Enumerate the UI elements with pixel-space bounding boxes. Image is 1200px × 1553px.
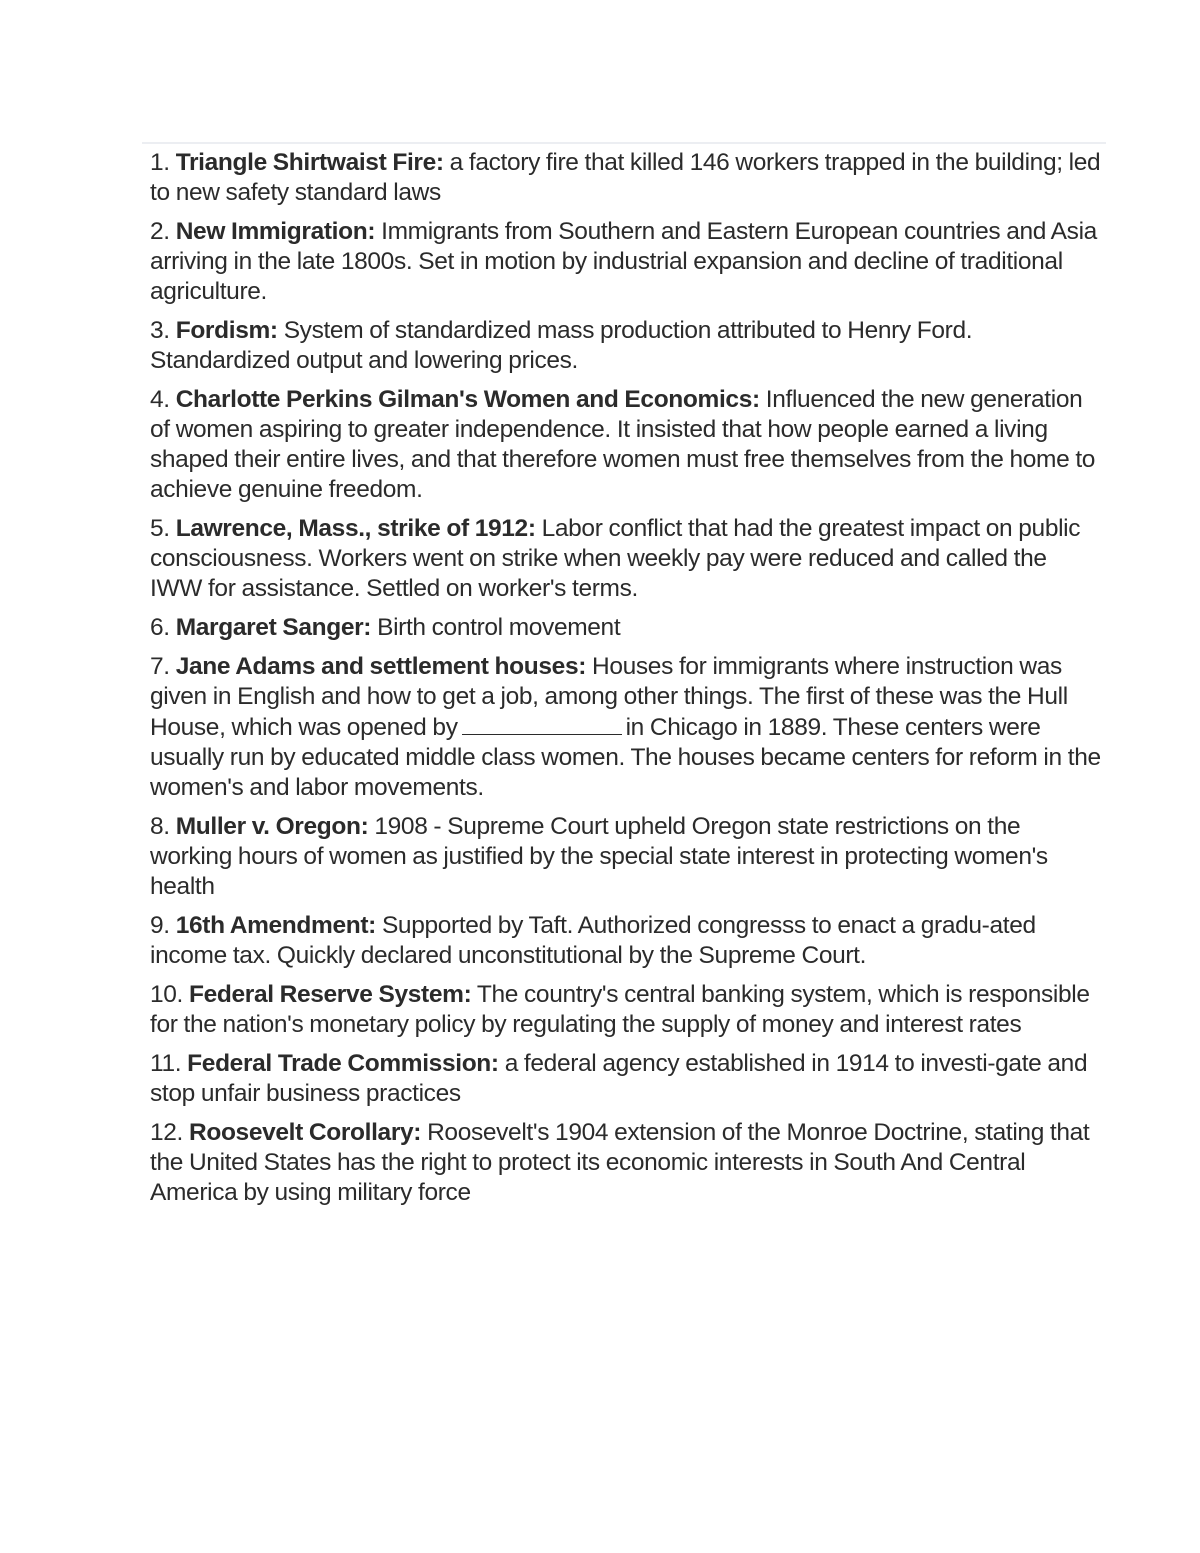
term-entry-11	[150, 1049, 1102, 1109]
entry-term: Triangle Shirtwaist Fire:	[175, 149, 444, 176]
entry-number: 3.	[150, 317, 170, 344]
entry-definition: Birth control movement	[377, 614, 621, 641]
entry-number: 11.	[150, 1050, 182, 1077]
fill-in-blank	[462, 712, 622, 735]
entry-term: 16th Amendment:	[175, 912, 376, 939]
entry-term: New Immigration:	[175, 218, 376, 245]
term-entry-8	[150, 812, 1102, 902]
term-list	[150, 148, 1102, 1217]
term-entry-6	[150, 613, 1102, 643]
entry-number: 12.	[150, 1119, 184, 1146]
entry-number: 5.	[150, 515, 170, 542]
entry-definition: a federal agency established in 1914 to investi-gate and stop unfair business practices	[150, 1050, 1088, 1107]
entry-number: 6.	[150, 614, 170, 641]
entry-definition: a factory fire that killed 146 workers trapped in the building; led to new safety standard laws	[150, 149, 1101, 206]
entry-number: 2.	[150, 218, 170, 245]
entry-definition: Roosevelt's 1904 extension of the Monroe Doctrine, stating that the United States has the right to protect its economic interests in South And Central America by using military force	[150, 1119, 1090, 1206]
term-entry-3	[150, 316, 1102, 376]
entry-term: Jane Adams and settlement houses:	[175, 653, 587, 680]
term-entry-12	[150, 1118, 1102, 1208]
term-entry-10	[150, 980, 1102, 1040]
entry-definition: Supported by Taft. Authorized congresss to enact a gradu-ated income tax. Quickly declared unconstitutional by the Supreme Court.	[150, 912, 1036, 969]
entry-definition: Houses for immigrants where instruction was given in English and how to get a job, among other things. The first of these was the Hull House, which was opened by	[150, 653, 1068, 741]
term-entry-5	[150, 514, 1102, 604]
entry-definition: The country's central banking system, which is responsible for the nation's monetary policy by regulating the supply of money and interest rates	[150, 981, 1090, 1038]
entry-definition: System of standardized mass production attributed to Henry Ford. Standardized output and lowering prices.	[150, 317, 973, 374]
entry-number: 9.	[150, 912, 170, 939]
top-divider	[142, 142, 1106, 144]
entry-term: Muller v. Oregon:	[175, 813, 369, 840]
term-entry-9	[150, 911, 1102, 971]
entry-term: Margaret Sanger:	[175, 614, 372, 641]
entry-term: Charlotte Perkins Gilman's Women and Economics:	[175, 386, 760, 413]
entry-term: Federal Reserve System:	[188, 981, 472, 1008]
entry-number: 1.	[150, 149, 170, 176]
term-entry-7	[150, 652, 1102, 803]
entry-definition: Immigrants from Southern and Eastern European countries and Asia arriving in the late 1800s. Set in motion by industrial expansion and decline of traditional agriculture.	[150, 218, 1097, 305]
entry-number: 7.	[150, 653, 170, 680]
entry-definition: Influenced the new generation of women aspiring to greater independence. It insisted that how people earned a living shaped their entire lives, and that therefore women must free themselves from the home to achieve genuine freedom.	[150, 386, 1096, 503]
entry-term: Lawrence, Mass., strike of 1912:	[175, 515, 536, 542]
entry-number: 10.	[150, 981, 184, 1008]
entry-term: Fordism:	[175, 317, 278, 344]
entry-number: 4.	[150, 386, 170, 413]
term-entry-1	[150, 148, 1102, 208]
entry-term: Roosevelt Corollary:	[188, 1119, 422, 1146]
entry-term: Federal Trade Commission:	[187, 1050, 499, 1077]
entry-definition: 1908 - Supreme Court upheld Oregon state restrictions on the working hours of women as justified by the special state interest in protecting women's health	[150, 813, 1048, 900]
term-entry-4	[150, 385, 1102, 505]
entry-definition: Labor conflict that had the greatest impact on public consciousness. Workers went on strike when weekly pay were reduced and called the IWW for assistance. Settled on worker's terms.	[150, 515, 1081, 602]
entry-number: 8.	[150, 813, 170, 840]
entry-definition-continued: in Chicago in 1889. These centers were usually run by educated middle class women. The houses became centers for reform in the women's and labor movements.	[150, 714, 1101, 801]
term-entry-2	[150, 217, 1102, 307]
